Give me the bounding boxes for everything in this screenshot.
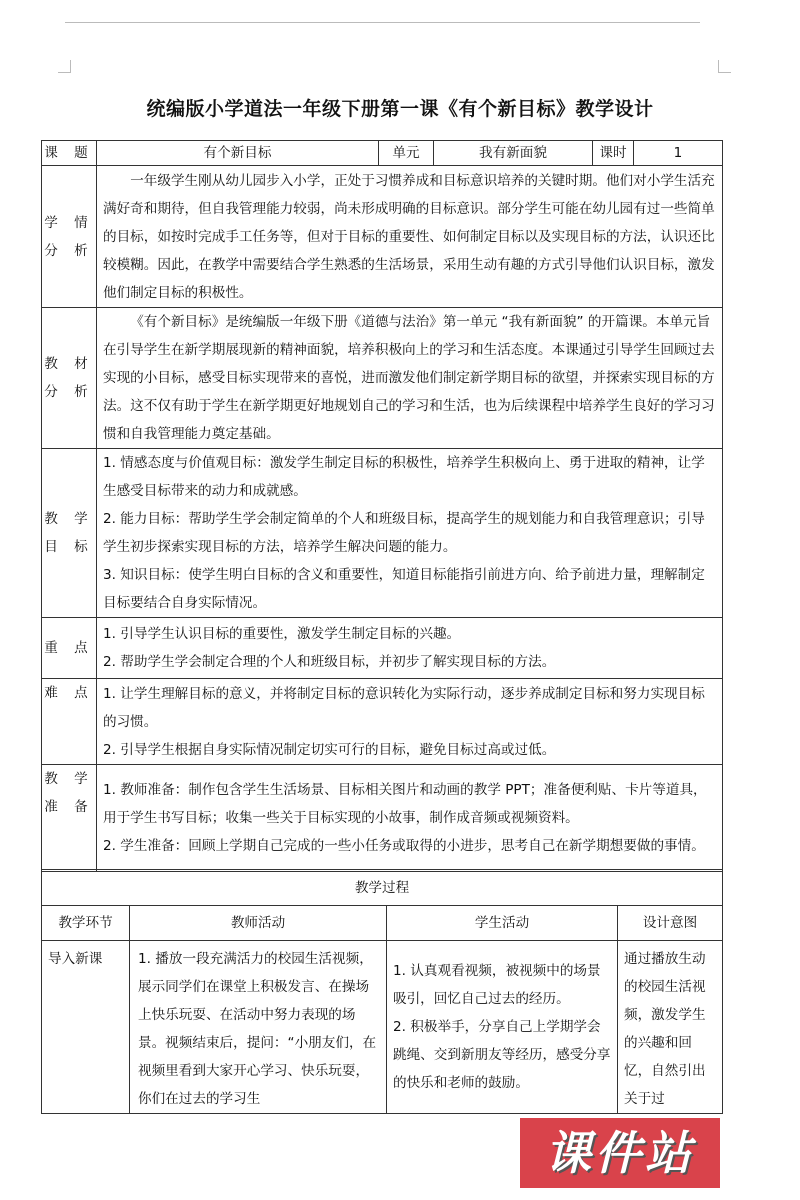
process-row — [42, 941, 723, 1114]
section-label: 教 学 — [44, 511, 94, 527]
header-rule — [65, 22, 700, 23]
corner-mark — [718, 60, 731, 73]
stage-cell: 导入新课 — [42, 941, 130, 1114]
unit-label: 单元 — [379, 141, 434, 166]
watermark-text: 课件站 — [545, 1126, 695, 1180]
section-row-material-analysis — [42, 308, 723, 449]
section-label: 目 标 — [44, 539, 94, 555]
hours-value: 1 — [634, 141, 723, 166]
objective-item: 3. 知识目标：使学生明白目标的含义和重要性，知道目标能指引前进方向、给予前进力量，理解制定目标要结合自身实际情况。 — [103, 567, 705, 611]
column-header: 教师活动 — [130, 906, 387, 941]
student-activity-item: 1. 认真观看视频，被视频中的场景吸引，回忆自己过去的经历。 — [393, 963, 601, 1007]
preparation-item: 1. 教师准备：制作包含学生生活场景、目标相关图片和动画的教学 PPT；准备便利贴、卡片等道具，用于学生书写目标；收集一些关于目标实现的小故事，制作成音频或视频资料。 — [103, 782, 707, 826]
process-title: 教学过程 — [42, 870, 723, 906]
section-label: 难 点 — [44, 685, 94, 701]
student-activity-item: 2. 积极举手，分享自己上学期学会跳绳、交到新朋友等经历，感受分享的快乐和老师的鼓励。 — [393, 1019, 611, 1091]
section-label: 重 点 — [44, 640, 94, 656]
section-label: 准 备 — [44, 799, 94, 815]
section-text: 一年级学生刚从幼儿园步入小学，正处于习惯养成和目标意识培养的关键时期。他们对小学生活充满好奇和期待，但自我管理能力较弱，尚未形成明确的目标意识。部分学生可能在幼儿园有过一些简单的目标，如按时完成手工任务等，但对于目标的重要性、如何制定目标以及实现目标的方法，认识还比较模糊。因此，在教学中需要结合学生熟悉的生活场景，采用生动有趣的方式引导他们认识目标，激发他们制定目标的积极性。 — [103, 172, 715, 301]
section-row-key-points — [42, 618, 723, 679]
process-header-row — [42, 906, 723, 941]
corner-mark — [58, 60, 71, 73]
difficulty-item: 1. 让学生理解目标的意义，并将制定目标的意识转化为实际行动，逐步养成制定目标和努力实现目标的习惯。 — [103, 685, 705, 730]
column-header: 教学环节 — [42, 906, 130, 941]
section-label: 分 析 — [44, 384, 94, 400]
section-row-difficulties — [42, 679, 723, 765]
section-label: 分 析 — [44, 242, 94, 259]
lesson-info-table — [41, 140, 723, 872]
section-row-student-analysis — [42, 166, 723, 308]
watermark-logo — [520, 1118, 720, 1188]
unit-value: 我有新面貌 — [434, 141, 593, 166]
objective-item: 2. 能力目标：帮助学生学会制定简单的个人和班级目标，提高学生的规划能力和自我管理意识；引导学生初步探索实现目标的方法，培养学生解决问题的能力。 — [103, 511, 705, 555]
teacher-activity-cell: 1. 播放一段充满活力的校园生活视频，展示同学们在课堂上积极发言、在操场上快乐玩耍、在活动中努力表现的场景。视频结束后，提问：“小朋友们，在视频里看到大家开心学习、快乐玩耍，你们在过去的学习生 — [130, 941, 387, 1114]
key-point-item: 1. 引导学生认识目标的重要性，激发学生制定目标的兴趣。 — [103, 626, 461, 642]
section-label: 教 学 — [44, 771, 94, 787]
teaching-process-table — [41, 869, 723, 1114]
document-title: 统编版小学道法一年级下册第一课《有个新目标》教学设计 — [146, 98, 654, 120]
section-label: 学 情 — [44, 214, 94, 231]
hours-label: 课时 — [593, 141, 634, 166]
column-header: 设计意图 — [618, 906, 723, 941]
key-point-item: 2. 帮助学生学会制定合理的个人和班级目标，并初步了解实现目标的方法。 — [103, 654, 556, 670]
section-row-objectives — [42, 449, 723, 618]
objective-item: 1. 情感态度与价值观目标：激发学生制定目标的积极性，培养学生积极向上、勇于进取的精神，让学生感受目标带来的动力和成就感。 — [103, 455, 705, 499]
topic-value: 有个新目标 — [97, 141, 379, 166]
section-text: 《有个新目标》是统编版一年级下册《道德与法治》第一单元 “我有新面貌” 的开篇课。本单元旨在引导学生在新学期展现新的精神面貌，培养积极向上的学习和生活态度。本课通过引导学生回顾过去实现的小目标，感受目标实现带来的喜悦，进而激发他们制定新学期目标的欲望，并探索实现目标的方法。这不仅有助于学生在新学期更好地规划自己的学习和生活，也为后续课程中培养学生良好的学习习惯和自我管理能力奠定基础。 — [103, 314, 715, 442]
design-intent-cell: 通过播放生动的校园生活视频，激发学生的兴趣和回忆，自然引出关于过 — [618, 941, 723, 1114]
section-row-preparation — [42, 765, 723, 872]
column-header: 学生活动 — [387, 906, 618, 941]
info-row — [42, 141, 723, 166]
section-label: 教 材 — [44, 356, 94, 372]
preparation-item: 2. 学生准备：回顾上学期自己完成的一些小任务或取得的小进步，思考自己在新学期想要做的事情。 — [103, 838, 705, 854]
difficulty-item: 2. 引导学生根据自身实际情况制定切实可行的目标，避免目标过高或过低。 — [103, 741, 556, 758]
topic-label: 课 题 — [42, 141, 97, 166]
